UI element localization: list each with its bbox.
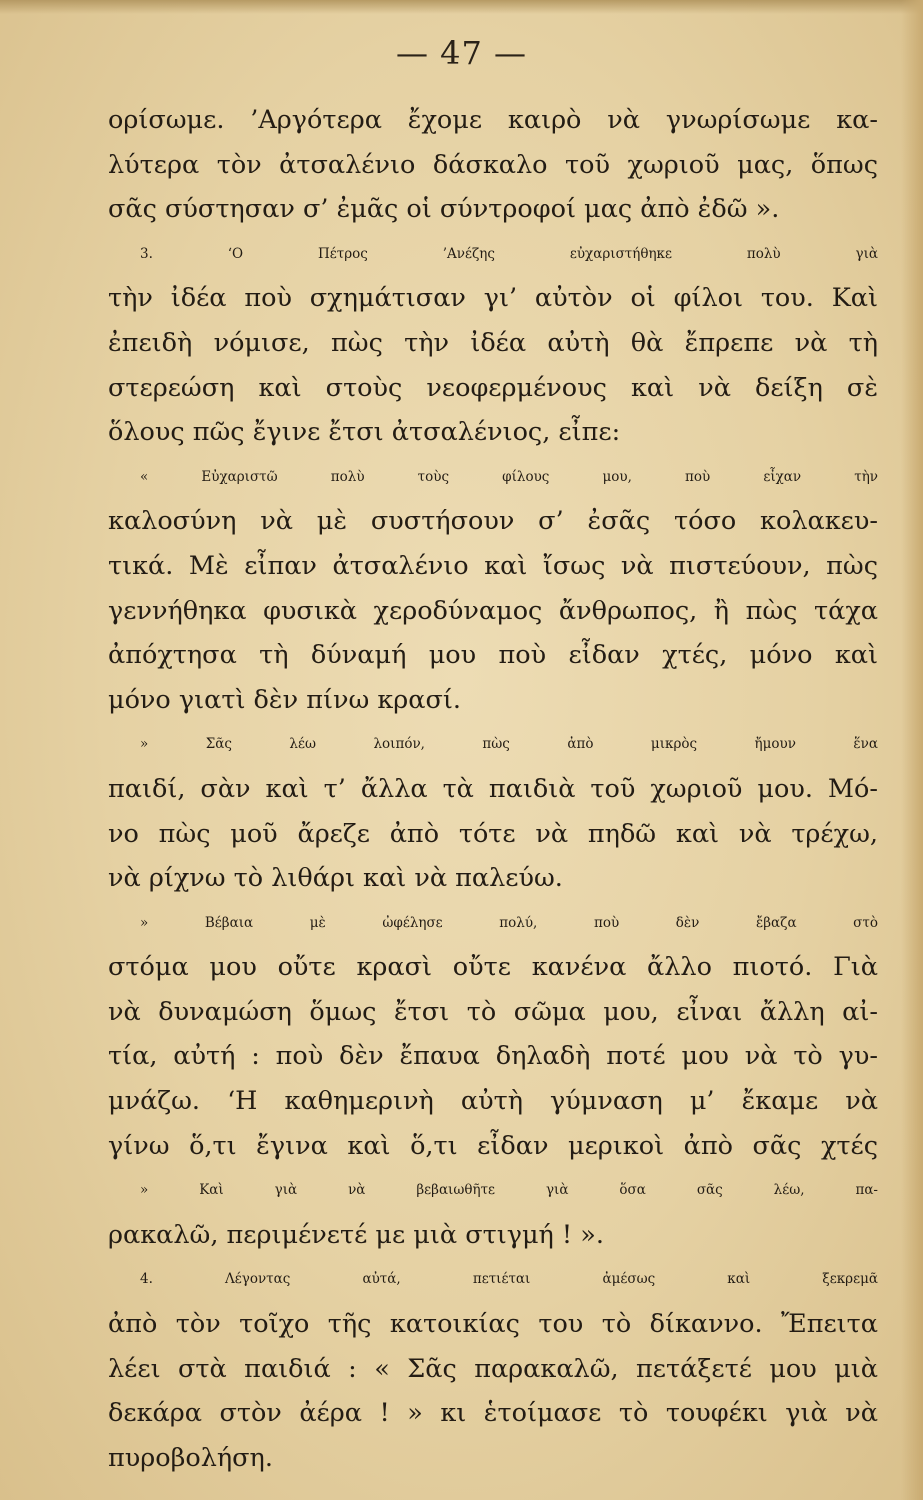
text-line: τικά. Μὲ εἶπαν ἀτσαλένιο καὶ ἴσως νὰ πιστεύουν, πὼς bbox=[108, 550, 878, 581]
text-line: » Καὶ γιὰ νὰ βεβαιωθῆτε γιὰ ὅσα σᾶς λέω, πα- bbox=[140, 1182, 878, 1199]
text-line: τὴν ἰδέα ποὺ σχημάτισαν γι’ αὐτὸν οἱ φίλοι του. Καὶ bbox=[108, 283, 878, 314]
text-line: νο πὼς μοῦ ἄρεζε ἀπὸ τότε νὰ πηδῶ καὶ νὰ τρέχω, bbox=[108, 818, 878, 849]
text-line: παιδί, σὰν καὶ τ’ ἄλλα τὰ παιδιὰ τοῦ χωριοῦ μου. Μό- bbox=[108, 773, 878, 804]
text-line: ὅλους πῶς ἔγινε ἔτσι ἀτσαλένιος, εἶπε: bbox=[108, 417, 621, 448]
body-text bbox=[108, 98, 878, 1480]
text-line: πυροβολήση. bbox=[108, 1442, 273, 1473]
text-line: ορίσωμε. ’Αργότερα ἔχομε καιρὸ νὰ γνωρίσωμε κα- bbox=[108, 105, 878, 135]
text-line: 3. ‘Ο Πέτρος ’Ανέζης εὐχαριστήθηκε πολὺ γιὰ bbox=[140, 245, 878, 262]
text-line: μνάζω. ‘Η καθημερινὴ αὐτὴ γύμναση μ’ ἔκαμε νὰ bbox=[108, 1086, 878, 1117]
text-line: στερεώση καὶ στοὺς νεοφερμένους καὶ νὰ δείξη σὲ bbox=[108, 372, 878, 403]
text-line: σᾶς σύστησαν σ’ ἐμᾶς οἱ σύντροφοί μας ἀπὸ ἐδῶ ». bbox=[108, 194, 780, 225]
text-line: γίνω ὅ,τι ἔγινα καὶ ὅ,τι εἶδαν μερικοὶ ἀπὸ σᾶς χτές bbox=[108, 1130, 878, 1161]
text-line: νὰ ρίχνω τὸ λιθάρι καὶ νὰ παλεύω. bbox=[108, 863, 563, 894]
text-line: στόμα μου οὔτε κρασὶ οὔτε κανένα ἄλλο πιοτό. Γιὰ bbox=[108, 952, 878, 983]
text-line: ἐπειδὴ νόμισε, πὼς τὴν ἰδέα αὐτὴ θὰ ἔπρεπε νὰ τὴ bbox=[108, 327, 878, 358]
text-line: » Σᾶς λέω λοιπόν, πὼς ἀπὸ μικρὸς ἤμουν ἕνα bbox=[140, 736, 878, 753]
page-number: — 47 — bbox=[395, 34, 528, 72]
text-line: τία, αὐτή : ποὺ δὲν ἔπαυα δηλαδὴ ποτέ μου νὰ τὸ γυ- bbox=[108, 1041, 878, 1072]
text-line: ἀπόχτησα τὴ δύναμή μου ποὺ εἶδαν χτές, μόνο καὶ bbox=[108, 640, 878, 671]
text-line: μόνο γιατὶ δὲν πίνω κρασί. bbox=[108, 684, 462, 715]
text-line: » Βέβαια μὲ ὠφέλησε πολύ, ποὺ δὲν ἔβαζα στὸ bbox=[140, 914, 878, 931]
text-line: καλοσύνη νὰ μὲ συστήσουν σ’ ἐσᾶς τόσο κολακευ- bbox=[108, 506, 878, 537]
text-line: ἀπὸ τὸν τοῖχο τῆς κατοικίας του τὸ δίκαννο. Ἔπειτα bbox=[108, 1309, 878, 1340]
text-line: ρακαλῶ, περιμένετέ με μιὰ στιγμή ! ». bbox=[108, 1219, 604, 1250]
page-right-shadow bbox=[901, 0, 923, 1500]
text-line: δεκάρα στὸν ἀέρα ! » κι ἑτοίμασε τὸ τουφέκι γιὰ νὰ bbox=[108, 1398, 878, 1429]
text-line: 4. Λέγοντας αὐτά, πετιέται ἀμέσως καὶ ξεκρεμᾶ bbox=[140, 1271, 878, 1288]
text-line: νὰ δυναμώση ὅμως ἔτσι τὸ σῶμα μου, εἶναι ἄλλη αἰ- bbox=[108, 996, 878, 1027]
page-top-shadow bbox=[0, 0, 923, 14]
text-line: γεννήθηκα φυσικὰ χεροδύναμος ἄνθρωπος, ἢ πὼς τάχα bbox=[108, 595, 878, 626]
text-line: « Εὐχαριστῶ πολὺ τοὺς φίλους μου, ποὺ εἶχαν τὴν bbox=[140, 468, 878, 485]
text-line: λύτερα τὸν ἀτσαλένιο δάσκαλο τοῦ χωριοῦ μας, ὅπως bbox=[108, 149, 878, 180]
text-line: λέει στὰ παιδιά : « Σᾶς παρακαλῶ, πετάξετέ μου μιὰ bbox=[108, 1353, 878, 1384]
